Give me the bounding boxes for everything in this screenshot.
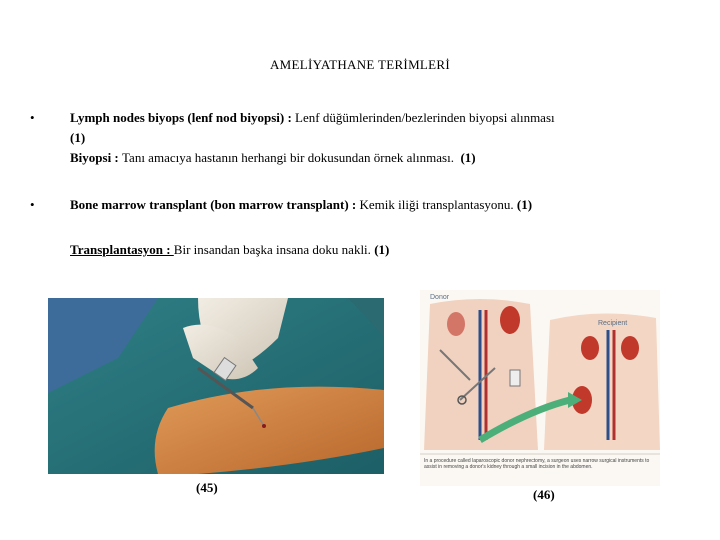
biopsy-desc: Tanı amacıya hastanın herhangi bir dokusundan örnek alınması. — [122, 150, 454, 165]
biopsy-procedure-photo — [48, 298, 384, 474]
bone-marrow-desc: Kemik iliği transplantasyonu. — [359, 197, 514, 212]
recipient-label: Recipient — [598, 320, 628, 327]
left-figure-caption: (45) — [196, 480, 218, 495]
lymph-node-term: Lymph nodes biyops (lenf nod biyopsi) : — [70, 110, 296, 125]
biopsy-term: Biyopsi : — [70, 150, 123, 165]
right-figure-caption: (46) — [533, 487, 555, 502]
lymph-node-biopsy-item — [70, 108, 690, 168]
bone-marrow-term: Bone marrow transplant (bon marrow transplant) : — [70, 197, 360, 212]
lymph-node-desc: Lenf düğümlerinden/bezlerinden biyopsi alınması — [295, 110, 555, 125]
transplantation-item — [70, 240, 690, 260]
bone-marrow-ref: (1) — [516, 197, 533, 212]
bullet-1: • — [30, 110, 35, 125]
transplantation-ref: (1) — [374, 242, 390, 257]
bone-marrow-item — [70, 195, 690, 215]
diagram-description: In a procedure called laparoscopic donor nephrectomy, a surgeon uses narrow surgical instruments to assist in removing a donor's kidney through a small incision in the abdomen. — [424, 458, 650, 470]
donor-label: Donor — [430, 294, 450, 301]
bullet-2: • — [30, 197, 35, 212]
transplantation-desc: Bir insandan başka insana doku nakli. — [173, 242, 371, 257]
kidney-donation-diagram — [420, 290, 660, 486]
lymph-node-ref: (1) — [70, 130, 86, 145]
biopsy-ref: (1) — [460, 150, 476, 165]
transplantation-term: Transplantasyon : — [70, 242, 174, 257]
page-title: AMELİYATHANE TERİMLERİ — [269, 57, 451, 72]
